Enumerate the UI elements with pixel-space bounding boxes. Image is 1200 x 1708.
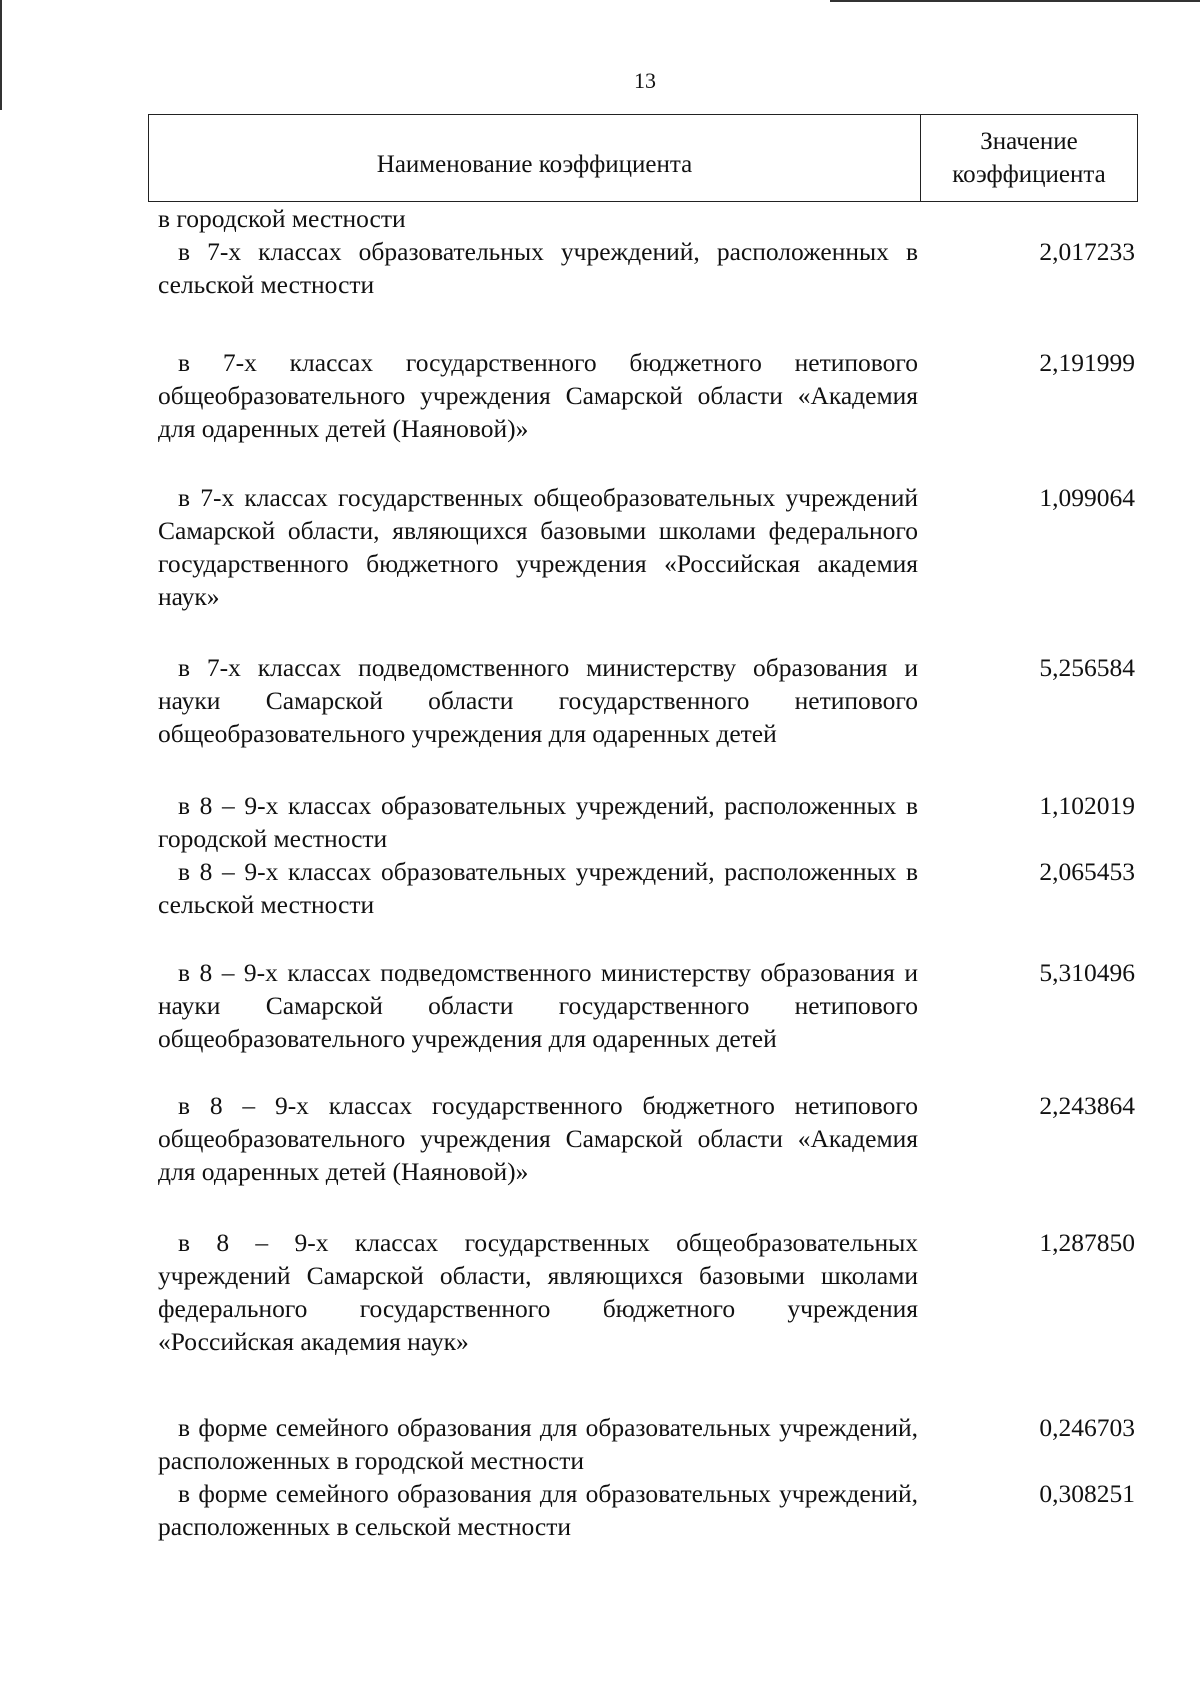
row-text: в 8 – 9-х классах образовательных учреждений, расположенных в сельской местности bbox=[158, 857, 918, 919]
header-name-column: Наименование коэффициента bbox=[149, 115, 921, 201]
row-value: 2,243864 bbox=[1039, 1091, 1135, 1120]
row-text: в 8 – 9-х классах подведомственного министерству образования и науки Самарской области государственного нетипового общеобразовательного учреждения для одаренных детей bbox=[158, 958, 918, 1053]
table-row bbox=[158, 789, 1158, 855]
table-row bbox=[158, 956, 1158, 1055]
table-header bbox=[148, 114, 1138, 202]
row-text: в 8 – 9-х классах государственных общеобразовательных учреждений Самарской области, являющихся базовыми школами федерального государственного бюджетного учреждения «Российская академия наук» bbox=[158, 1228, 918, 1356]
scan-edge-top bbox=[830, 0, 1200, 2]
page-number: 13 bbox=[634, 68, 656, 93]
row-text: в 7-х классах образовательных учреждений, расположенных в сельской местности bbox=[158, 237, 918, 299]
row-value: 1,287850 bbox=[1039, 1228, 1135, 1257]
row-value: 0,308251 bbox=[1039, 1479, 1135, 1508]
row-value: 5,256584 bbox=[1039, 653, 1135, 682]
row-text: в 8 – 9-х классах образовательных учреждений, расположенных в городской местности bbox=[158, 791, 918, 853]
row-value: 5,310496 bbox=[1039, 958, 1135, 987]
table-row bbox=[158, 235, 1158, 301]
table-row bbox=[158, 1226, 1158, 1358]
table-row bbox=[158, 1411, 1158, 1477]
row-text: в 7-х классах государственного бюджетного нетипового общеобразовательного учреждения Самарской области «Академия для одаренных детей (Наяновой)» bbox=[158, 348, 918, 443]
row-text: в форме семейного образования для образовательных учреждений, расположенных в городской местности bbox=[158, 1413, 918, 1475]
table-row bbox=[158, 481, 1158, 613]
row-value: 2,065453 bbox=[1039, 857, 1135, 886]
header-value-line1: Значение bbox=[980, 128, 1078, 155]
row-text: в форме семейного образования для образовательных учреждений, расположенных в сельской местности bbox=[158, 1479, 918, 1541]
row-value: 2,191999 bbox=[1039, 348, 1135, 377]
row-value: 1,099064 bbox=[1039, 483, 1135, 512]
table-row bbox=[158, 1477, 1158, 1543]
row-value: 2,017233 bbox=[1039, 237, 1135, 266]
table-row bbox=[158, 855, 1158, 921]
continuation-text: в городской местности bbox=[158, 204, 406, 233]
row-text: в 7-х классах подведомственного министерству образования и науки Самарской области государственного нетипового общеобразовательного учреждения для одаренных детей bbox=[158, 653, 918, 748]
table-row bbox=[158, 346, 1158, 445]
row-value: 1,102019 bbox=[1039, 791, 1135, 820]
header-value-line2: коэффициента bbox=[952, 161, 1106, 188]
table-row bbox=[158, 1089, 1158, 1188]
row-text: в 8 – 9-х классах государственного бюджетного нетипового общеобразовательного учреждения Самарской области «Академия для одаренных детей (Наяновой)» bbox=[158, 1091, 918, 1186]
table-row bbox=[158, 651, 1158, 750]
header-value-column bbox=[921, 115, 1137, 201]
row-text: в 7-х классах государственных общеобразовательных учреждений Самарской области, являющихся базовыми школами федерального государственного бюджетного учреждения «Российская академия наук» bbox=[158, 483, 918, 611]
row-value: 0,246703 bbox=[1039, 1413, 1135, 1442]
